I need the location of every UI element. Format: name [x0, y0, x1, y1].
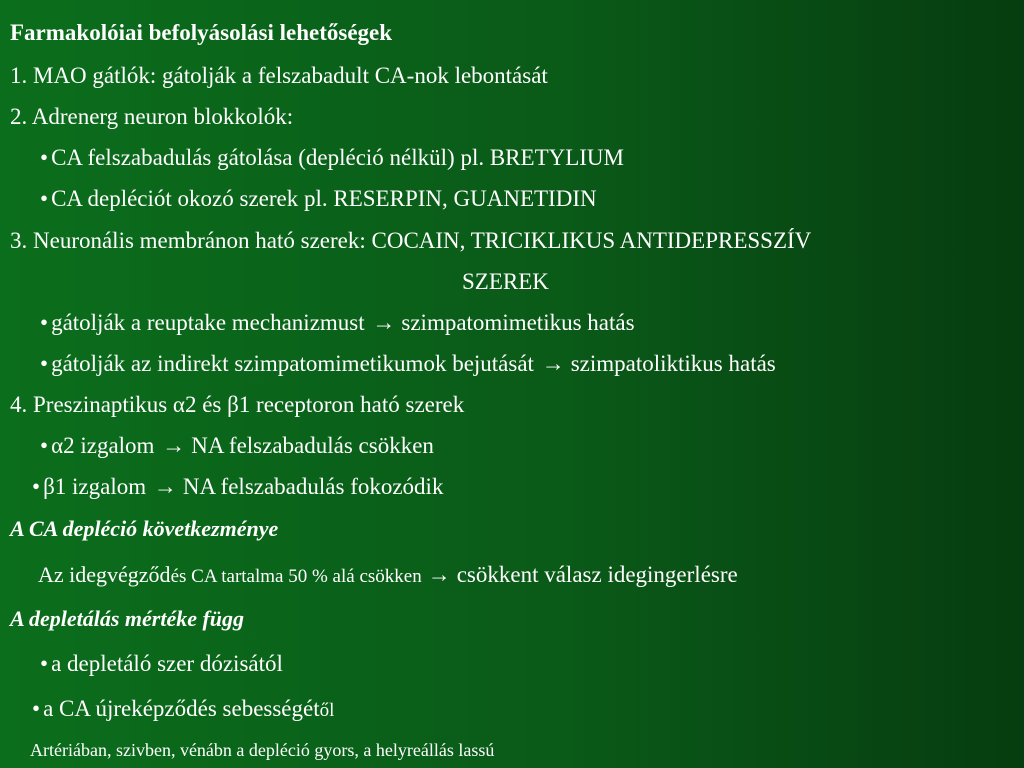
arrow-right-icon: →: [372, 310, 396, 335]
bullet-item: [32, 475, 443, 498]
bullet-icon: •: [40, 186, 49, 211]
text-fragment: csökkent válasz idegingerlésre: [456, 562, 738, 587]
footer-note: Artériában, szivben, vénábn a depléció gyors, a helyreállás lassú: [30, 740, 495, 760]
bullet-text: a CA újreképződés sebességét: [43, 696, 320, 721]
arrow-right-icon: →: [427, 562, 451, 587]
bullet-icon: •: [40, 145, 49, 170]
arrow-right-icon: →: [541, 351, 565, 376]
bullet-item: [40, 652, 283, 675]
bullet-item: [32, 697, 334, 720]
bullet-text: szimpatomimetikus hatás: [401, 310, 635, 335]
bullet-item: [40, 434, 434, 457]
list-item-continuation: SZEREK: [462, 269, 549, 294]
bullet-item: [40, 352, 776, 375]
bullet-icon: •: [32, 474, 41, 499]
section-heading-depletion: A CA depléció következménye: [10, 516, 279, 541]
bullet-text: gátolják a reuptake mechanizmust: [51, 310, 365, 335]
list-item-neuronal: 3. Neuronális membránon ható szerek: COCAIN, TRICIKLIKUS ANTIDEPRESSZÍV: [10, 228, 812, 253]
bullet-text: CA felszabadulás gátolása (depléció nélkül) pl. BRETYLIUM: [51, 145, 624, 170]
bullet-icon: •: [40, 351, 49, 376]
depletion-consequence: [38, 563, 738, 586]
list-item-mao: 1. MAO gátlók: gátolják a felszabadult CA-nok lebontását: [10, 63, 548, 88]
section-heading-extent: A depletálás mértéke függ: [10, 606, 245, 631]
bullet-item: [40, 187, 597, 210]
bullet-item: [40, 311, 635, 334]
text-fragment: Az idegvégződ: [38, 562, 171, 587]
bullet-text: β1 izgalom: [43, 474, 152, 499]
list-item-adrenerg: 2. Adrenerg neuron blokkolók:: [10, 104, 294, 129]
bullet-icon: •: [40, 310, 49, 335]
list-item-presynaptic: 4. Preszinaptikus α2 és β1 receptoron ható szerek: [10, 392, 465, 417]
arrow-right-icon: →: [162, 433, 186, 458]
bullet-text: CA depléciót okozó szerek pl. RESERPIN, GUANETIDIN: [51, 186, 597, 211]
arrow-right-icon: →: [153, 474, 177, 499]
bullet-text: NA felszabadulás fokozódik: [182, 474, 444, 499]
bullet-text: α2 izgalom: [51, 433, 155, 458]
bullet-icon: •: [32, 696, 41, 721]
bullet-icon: •: [40, 651, 49, 676]
bullet-text: NA felszabadulás csökken: [191, 433, 434, 458]
bullet-text-suffix: ől: [319, 700, 335, 721]
text-fragment: és CA tartalma 50 % alá csökken: [170, 566, 422, 587]
bullet-text: gátolják az indirekt szimpatomimetikumok bejutását: [51, 351, 534, 376]
slide-title: Farmakolóiai befolyásolási lehetőségek: [10, 20, 393, 45]
bullet-text: a depletáló szer dózisától: [51, 651, 283, 676]
bullet-item: [40, 146, 624, 169]
bullet-icon: •: [40, 433, 49, 458]
bullet-text: szimpatoliktikus hatás: [570, 351, 776, 376]
